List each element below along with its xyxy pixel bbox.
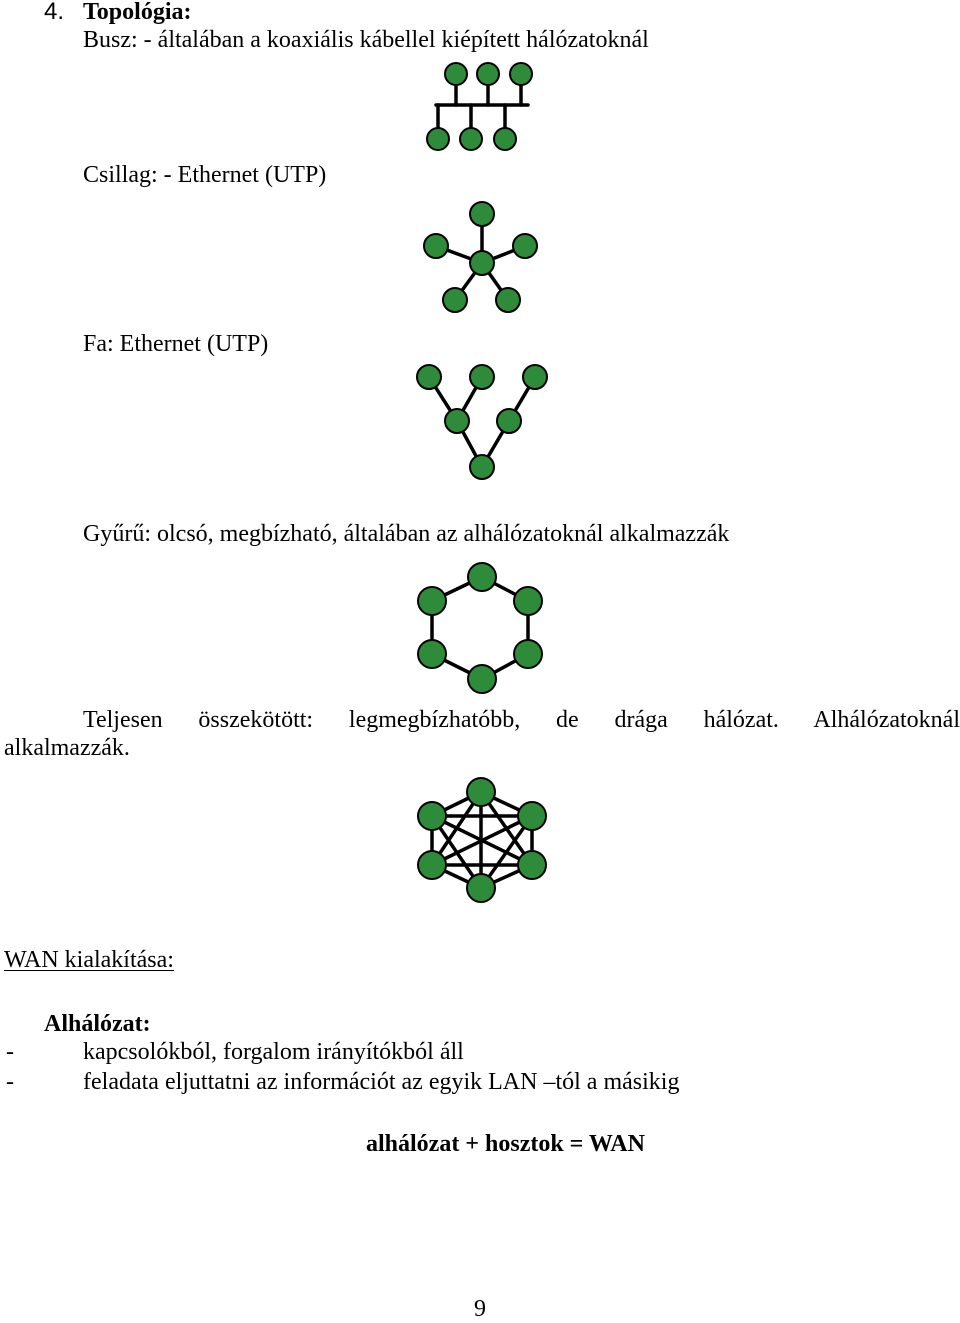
star-topology-icon (420, 198, 544, 320)
section-number: 4. (44, 0, 65, 25)
ring-description: Gyűrű: olcsó, megbízható, általában az alhálózatoknál alkalmazzák (83, 521, 730, 547)
mesh-description-line2: alkalmazzák. (4, 735, 130, 761)
star-description: Csillag: - Ethernet (UTP) (83, 162, 327, 188)
bullet-marker: - (6, 1069, 14, 1095)
bus-topology-icon (420, 58, 540, 154)
section-title: Topológia: (83, 0, 192, 25)
page-number: 9 (474, 1296, 486, 1322)
mesh-description-line1: Teljesen összekötött: legmegbízhatóbb, de drága hálózat. Alhálózatoknál (83, 707, 960, 733)
tree-description: Fa: Ethernet (UTP) (83, 331, 269, 357)
subnet-label: Alhálózat: (44, 1011, 151, 1037)
bus-description: Busz: - általában a koaxiális kábellel kiépített hálózatoknál (83, 27, 649, 53)
tree-topology-icon (415, 362, 551, 484)
bullet-text: kapcsolókból, forgalom irányítókból áll (83, 1039, 464, 1065)
ring-topology-icon (414, 561, 550, 695)
wan-heading: WAN kialakítása: (4, 947, 174, 973)
mesh-topology-icon (414, 776, 550, 906)
bullet-marker: - (6, 1039, 14, 1065)
wan-formula: alhálózat + hosztok = WAN (366, 1131, 645, 1157)
bullet-text: feladata eljuttatni az információt az egyik LAN –tól a másikig (83, 1069, 680, 1095)
